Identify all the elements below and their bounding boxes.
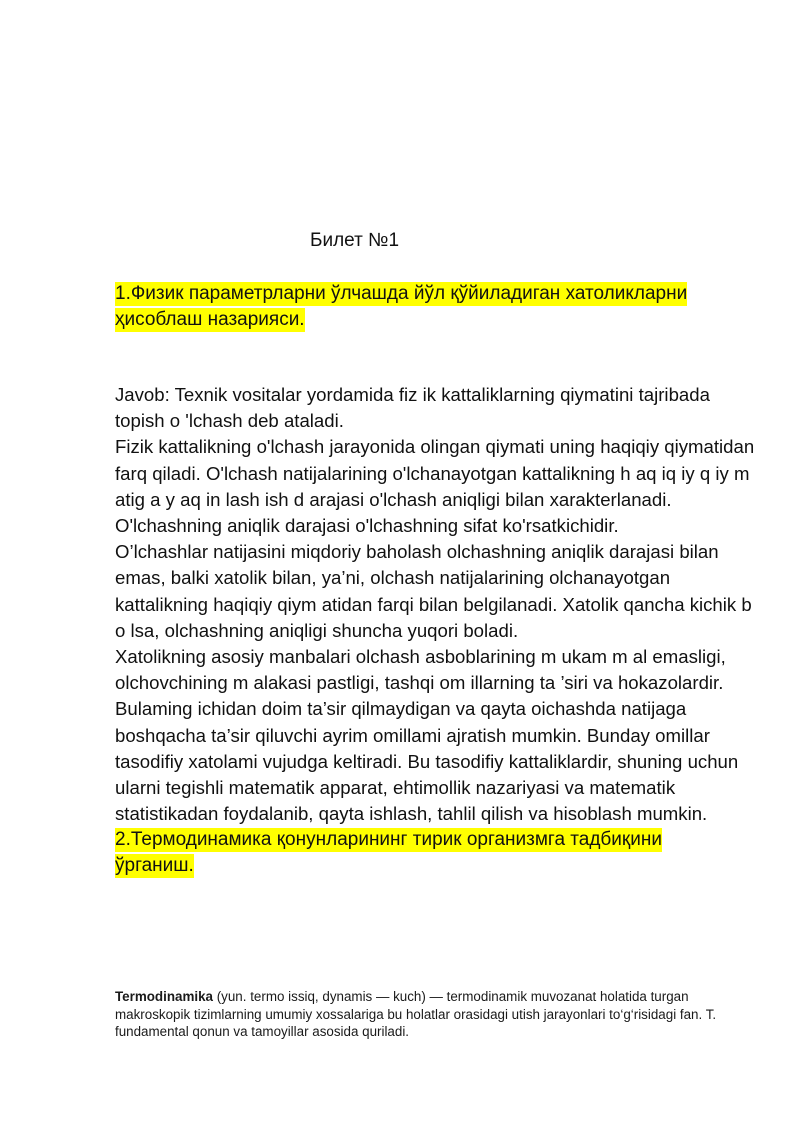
question-2-highlight: 2.Термодинамика қонунларининг тирик организмга тадбиқини ўрганиш. bbox=[115, 829, 662, 877]
answer-paragraph: O’lchashlar natijasini miqdoriy baholash olchashning aniqlik darajasi bilan emas, balki xatolik bilan, ya’ni, olchash natijalarining olchanayotgan kattalikning haqiqiy qiym atidan farqi bilan belgilanadi. Xatolik qancha kichik b o lsa, olchashning aniqligi shuncha yuqori boladi. bbox=[115, 541, 752, 641]
definition-term: Termodinamika bbox=[115, 989, 213, 1004]
question-2 bbox=[115, 827, 735, 879]
answer-paragraph: Javob: Texnik vositalar yordamida fiz ik kattaliklarning qiymatini tajribada topish o 'lchash deb ataladi. bbox=[115, 384, 710, 432]
definition-paragraph bbox=[115, 988, 755, 1041]
question-1-highlight: 1.Физик параметрларни ўлчашда йўл қўйиладиган хатоликларни ҳисоблаш назарияси. bbox=[115, 283, 688, 330]
answer-paragraph: Xatolikning asosiy manbalari olchash asboblarining m ukam m al emasligi, olchovchining m alakasi pastligi, tashqi om illarning ta ’siri va hokazolardir. Bulaming ichidan doim ta’sir qilmaydigan va qayta oichashda natijaga boshqacha ta’sir qiluvchi ayrim omillami ajratish mumkin. Bunday omillar tasodifiy xatolami vujudga keltiradi. Bu tasodifiy kattaliklardir, shuning uchun ularni tegishli matematik apparat, ehtimollik nazariyasi va matematik statistikadan foydalanib, qayta ishlash, tahlil qilish va hisoblash mumkin. bbox=[115, 646, 739, 825]
definition-text: (yun. termo issiq, dynamis — kuch) — termodinamik muvozanat holatida turgan makroskopik tizimlarning umumiy xossalariga bu holatlar orasidagi utish jarayonlari to‘g‘risidagi fan. T. fundamental qonun va tamoyillar asosida quriladi. bbox=[115, 989, 717, 1039]
ticket-title: Билет №1 bbox=[310, 230, 400, 251]
answer-block bbox=[115, 382, 755, 879]
answer-paragraph: Fizik kattalikning o'lchash jarayonida olingan qiymati uning haqiqiy qiymatidan farq qiladi. O'lchash natijalarining o'lchanayotgan kattalikning h aq iq iy q iy m atig a y aq in lash ish d arajasi o'lchash aniqligi bilan xarakterlanadi. O'lchashning aniqlik darajasi o'lchashning sifat ko'rsatkichidir. bbox=[115, 436, 755, 537]
question-1 bbox=[115, 281, 735, 333]
